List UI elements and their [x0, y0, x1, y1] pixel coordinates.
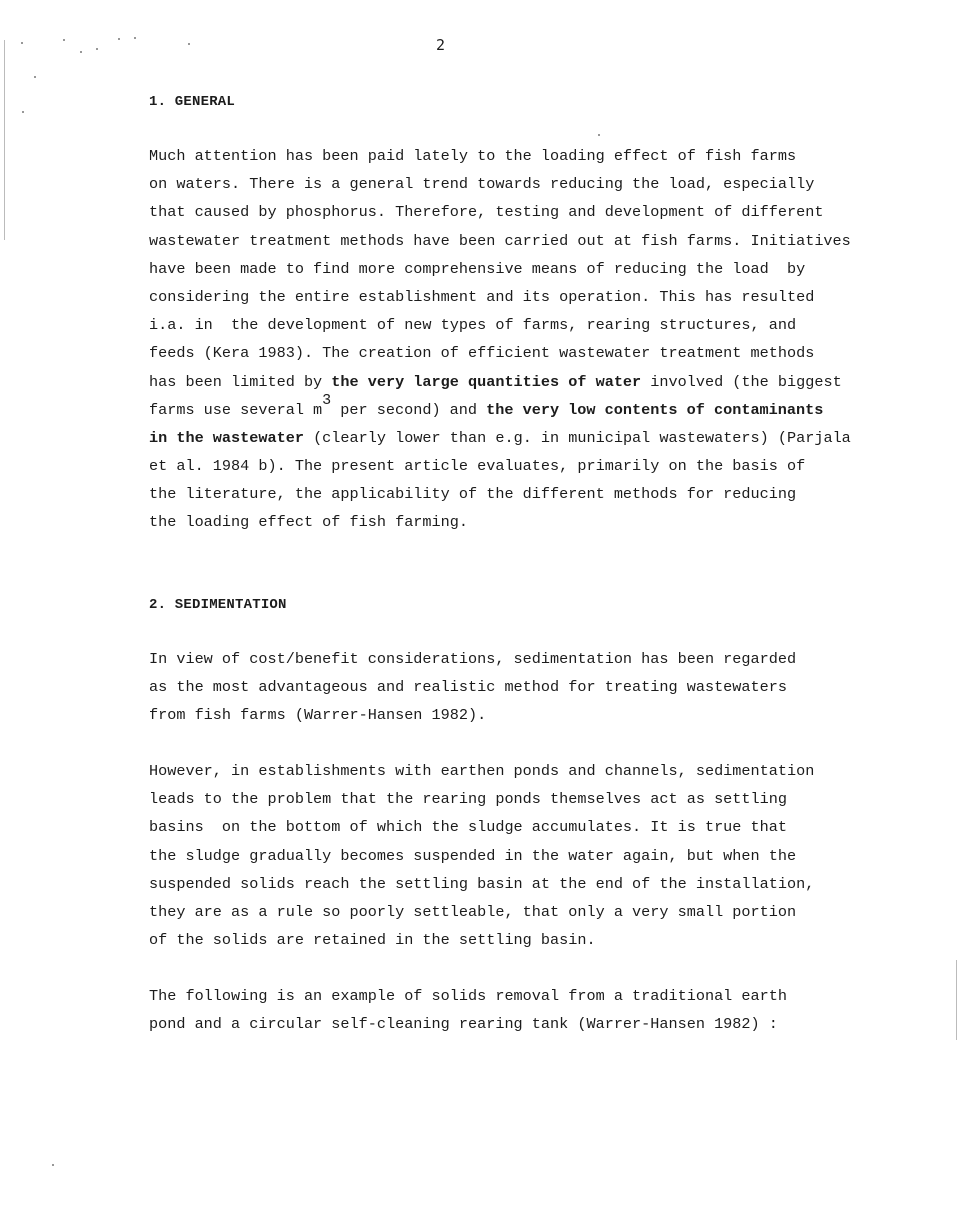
page-number: 2 — [436, 36, 446, 54]
scan-speck — [63, 39, 65, 41]
emphasis-text: the very low contents of contaminants — [486, 400, 824, 419]
scan-edge-mark — [956, 960, 957, 1040]
text-line: the literature, the applicability of the different methods for reducing — [149, 485, 797, 504]
scan-speck — [598, 134, 600, 136]
text-line: i.a. in the development of new types of farms, rearing structures, and — [149, 316, 797, 335]
scan-speck — [34, 76, 36, 78]
section-sedimentation-paragraph-1 — [149, 645, 869, 730]
scan-speck — [118, 38, 120, 40]
text-line: of the solids are retained in the settling basin. — [149, 931, 596, 950]
text-line: wastewater treatment methods have been carried out at fish farms. Initiatives — [149, 231, 851, 250]
section-sedimentation-paragraph-3 — [149, 982, 869, 1038]
text-line: the sludge gradually becomes suspended in the water again, but when the — [149, 846, 797, 865]
section-heading-sedimentation: 2. SEDIMENTATION — [149, 597, 287, 613]
scan-speck — [80, 51, 82, 53]
text-line: feeds (Kera 1983). The creation of efficient wastewater treatment methods — [149, 344, 815, 363]
text-line: the loading effect of fish farming. — [149, 513, 468, 532]
text-line: that caused by phosphorus. Therefore, testing and development of different — [149, 203, 824, 222]
text-line: et al. 1984 b). The present article evaluates, primarily on the basis of — [149, 457, 806, 476]
section-sedimentation-paragraph-2 — [149, 757, 869, 954]
emphasis-text: in the wastewater — [149, 428, 304, 447]
text-line: on waters. There is a general trend towards reducing the load, especially — [149, 175, 815, 194]
text-line: they are as a rule so poorly settleable, that only a very small portion — [149, 902, 797, 921]
text-line: in the wastewater (clearly lower than e.g. in municipal wastewaters) (Parjala — [149, 428, 851, 447]
scan-speck — [134, 37, 136, 39]
scan-speck — [22, 111, 24, 113]
text-line: basins on the bottom of which the sludge accumulates. It is true that — [149, 818, 787, 837]
text-line: In view of cost/benefit considerations, sedimentation has been regarded — [149, 650, 797, 668]
scan-speck — [52, 1164, 54, 1166]
text-line: farms use several m3 per second) and the very low contents of contaminants — [149, 391, 824, 419]
text-line: considering the entire establishment and its operation. This has resulted — [149, 287, 815, 306]
text-line: from fish farms (Warrer-Hansen 1982). — [149, 706, 487, 725]
section-general-paragraph — [149, 142, 869, 537]
emphasis-text: the very large quantities of water — [331, 372, 642, 391]
scan-edge-mark — [4, 40, 5, 240]
scan-speck — [96, 48, 98, 50]
text-line: Much attention has been paid lately to the loading effect of fish farms — [149, 147, 797, 165]
text-line: pond and a circular self-cleaning rearing tank (Warrer-Hansen 1982) : — [149, 1015, 778, 1034]
text-line: as the most advantageous and realistic method for treating wastewaters — [149, 678, 787, 697]
text-line: has been limited by the very large quantities of water involved (the biggest — [149, 372, 842, 391]
scan-speck — [21, 42, 23, 44]
superscript: 3 — [322, 391, 332, 409]
text-line: However, in establishments with earthen ponds and channels, sedimentation — [149, 762, 815, 780]
scan-speck — [188, 43, 190, 45]
text-line: The following is an example of solids removal from a traditional earth — [149, 987, 787, 1005]
text-line: suspended solids reach the settling basin at the end of the installation, — [149, 874, 815, 893]
text-line: leads to the problem that the rearing ponds themselves act as settling — [149, 790, 787, 809]
text-line: have been made to find more comprehensive means of reducing the load by — [149, 259, 806, 278]
section-heading-general: 1. GENERAL — [149, 94, 236, 110]
